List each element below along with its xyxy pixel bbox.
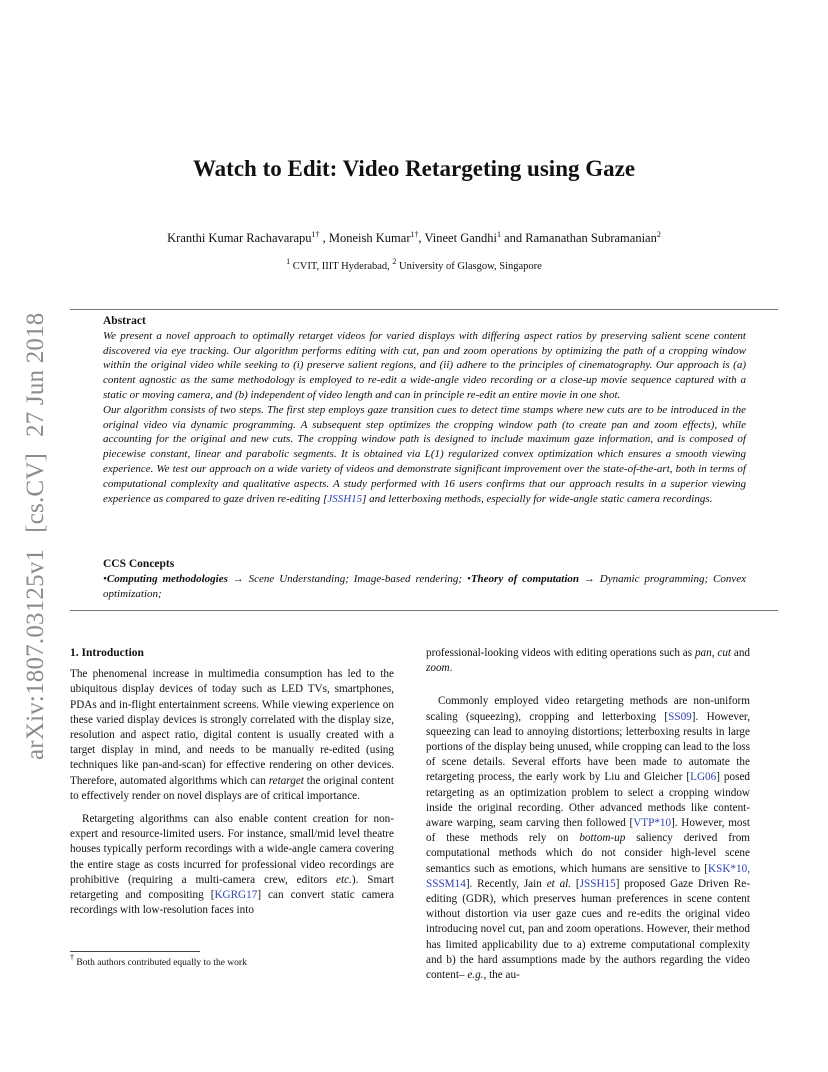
left-column [70, 646, 394, 926]
abstract-paragraph-1: We present a novel approach to optimally retarget videos for varied displays with differing aspect ratios by preserving salient scene content discovered via eye tracking. Our algorithm performs editing with cut, pan and zoom operations by optimizing the path of a cropping window within the original video while seeking to (i) preserve salient regions, and (ii) adhere to the principles of cinematography. Our approach is (a) content agnostic as the same methodology is employed to re-edit a wide-angle video recording or a close-up movie sequence captured with a static or moving camera, and (b) independent of video length and can in principle re-edit an entire movie in one shot. [103, 329, 746, 401]
footnote [70, 953, 247, 968]
text: ] can convert static camera recordings with low-resolution faces into [70, 889, 394, 917]
text: [ [571, 877, 580, 890]
arrow: → [227, 572, 249, 585]
text: ]. However, most of these methods rely on [426, 817, 750, 845]
right-paragraph-1 [426, 646, 750, 676]
citation-link[interactable]: KSK*10, SSSM14 [426, 862, 750, 890]
intro-paragraph-1 [70, 667, 394, 804]
ccs-term-2: Theory of computation [470, 572, 579, 585]
arxiv-date: 27 Jun 2018 [22, 312, 49, 437]
arxiv-category: [cs.CV] [22, 452, 49, 533]
emphasis: cut [717, 647, 732, 659]
rule-top [70, 309, 778, 310]
text: and [731, 647, 751, 659]
emphasis: bottom-up [579, 832, 626, 845]
text: ]. Recently, Jain [465, 877, 547, 890]
affil-mark-2: 2 [392, 257, 397, 266]
author-4-mark: 2 [656, 230, 661, 239]
right-column [426, 646, 750, 991]
arxiv-id: arXiv:1807.03125v1 [22, 548, 49, 760]
author-1: Kranthi Kumar Rachavarapu [167, 231, 312, 245]
text: The phenomenal increase in multimedia consumption has led to the ubiquitous display devices of today such as LED TVs, smartphones, PDAs and in-flight entertainment screens. While viewing experience on these varied display devices is strongly correlated with the display size, resolution and aspect ratio, digital content is usually created with a target display in mind, and needs to be manually re-edited (using techniques like pan-and-scan) for effective rendering on other devices. Therefore, automated algorithms which can [70, 668, 394, 787]
author-3: , Vineet Gandhi [418, 231, 497, 245]
emphasis: zoom [426, 662, 450, 675]
ccs-desc-1: Scene Understanding; Image-based rendering; [248, 572, 467, 585]
emphasis: e.g. [467, 969, 484, 982]
arrow: → [579, 572, 600, 585]
text: . [449, 662, 453, 675]
affiliations [0, 257, 828, 272]
bullet: • [103, 572, 107, 585]
ccs-desc-2: Dynamic programming; Convex optimization; [103, 572, 747, 600]
footnote-rule [70, 951, 200, 952]
affil-2: University of Glasgow, Singapore [396, 261, 542, 272]
bullet: • [466, 572, 471, 585]
footnote-mark: † [70, 953, 74, 962]
ccs-list [103, 572, 746, 602]
text: saliency derived from computational methods which do not consider high-level scene semantics such as emotions, which humans are sensitive to [ [426, 832, 750, 875]
text: ] proposed Gaze Driven Re-editing (GDR), which preserves human preferences in scene content without distortion via user gaze cues and re-edits the original video introducing novel cut, pan and zoom operations. However, their method has limited applicability due to a) extreme computational complexity and b) the hard assumptions made by the authors regarding the video content– [426, 877, 750, 982]
arxiv-stamp [22, 290, 52, 760]
right-paragraph-2 [426, 694, 750, 983]
paper-title: Watch to Edit: Video Retargeting using Gaze [192, 156, 636, 181]
rule-bottom [70, 610, 778, 611]
abstract-p2-text-b: ] and letterboxing methods, especially for wide-angle static camera recordings. [362, 492, 713, 505]
section-heading: 1. Introduction [70, 647, 144, 659]
intro-paragraph-2 [70, 812, 394, 918]
abstract-paragraph-2 [103, 403, 746, 507]
citation-link[interactable]: KGRG17 [214, 889, 258, 902]
text: ]. However, squeezing can lead to annoying distortions; letterboxing results in large portions of the display being unused, while cropping can lead to the loss of scene details. Several efforts have been made to automate the retargeting process, the early work by Liu and Gleicher [ [426, 710, 750, 784]
citation-link[interactable]: JSSH15 [579, 877, 616, 890]
abstract [103, 314, 746, 506]
emphasis: et al. [546, 877, 572, 890]
author-4: and Ramanathan Subramanian [501, 231, 657, 245]
text: professional-looking videos with editing operations such as [426, 647, 695, 659]
citation-link[interactable]: SS09 [668, 710, 692, 723]
affil-1: CVIT, IIIT Hyderabad, [290, 261, 393, 272]
emphasis: etc. [336, 873, 352, 886]
author-1-mark: 1† [311, 230, 320, 239]
text: , the au- [483, 969, 520, 982]
citation-link[interactable]: JSSH15 [327, 492, 363, 505]
text: Commonly employed video retargeting methods are non-uniform scaling (squeezing), cropping and letterboxing [ [426, 695, 750, 723]
text: Retargeting algorithms can also enable content creation for non-expert and resource-limited users. For instance, small/mid level theatre houses typically perform recordings with a wide-angle camera covering the entire stage as costs incurred for professional video recordings are prohibitive (requiring a multi-camera crew, editors [70, 813, 394, 886]
abstract-heading: Abstract [103, 315, 146, 327]
author-3-mark: 1 [497, 230, 501, 239]
author-2-mark: 1† [410, 230, 419, 239]
ccs-heading: CCS Concepts [103, 558, 175, 570]
citation-link[interactable]: VTP*10 [633, 817, 672, 830]
text: the original content to effectively render on novel displays are of critical importance. [70, 774, 394, 802]
author-list [0, 231, 828, 246]
affil-mark-1: 1 [286, 257, 291, 266]
text: ] posed retargeting as an optimization problem to select a cropping window inside the original recording. Other advanced methods like content-aware warping, seam carving then followed [ [426, 771, 751, 830]
emphasis: retarget [268, 774, 304, 787]
text: , [711, 647, 718, 659]
author-2: , Moneish Kumar [319, 231, 411, 245]
ccs-term-1: Computing methodologies [106, 572, 228, 585]
abstract-p2-text-a: Our algorithm consists of two steps. The first step employs gaze transition cues to detect time stamps where new cuts are to be introduced in the original video via dynamic programming. A subsequent step optimizes the cropping window path (to create pan and zoom effects), while accounting for the original and new cuts. The cropping window path is designed to include maximum gaze information, and is composed of piecewise constant, linear and parabolic segments. It is obtained via L(1) regularized convex optimization which ensures a smooth viewing experience. We test our approach on a wide variety of videos and demonstrate significant improvement over the state-of-the-art, both in terms of computational complexity and qualitative aspects. A study performed with 16 users confirms that our approach results in a superior viewing experience as compared to gaze driven re-editing [ [103, 403, 746, 505]
emphasis: pan [694, 647, 712, 659]
citation-link[interactable]: LG06 [690, 771, 717, 784]
text: ). Smart retargeting and compositing [ [70, 873, 394, 902]
footnote-text: Both authors contributed equally to the work [74, 958, 247, 968]
ccs-concepts [103, 557, 746, 601]
